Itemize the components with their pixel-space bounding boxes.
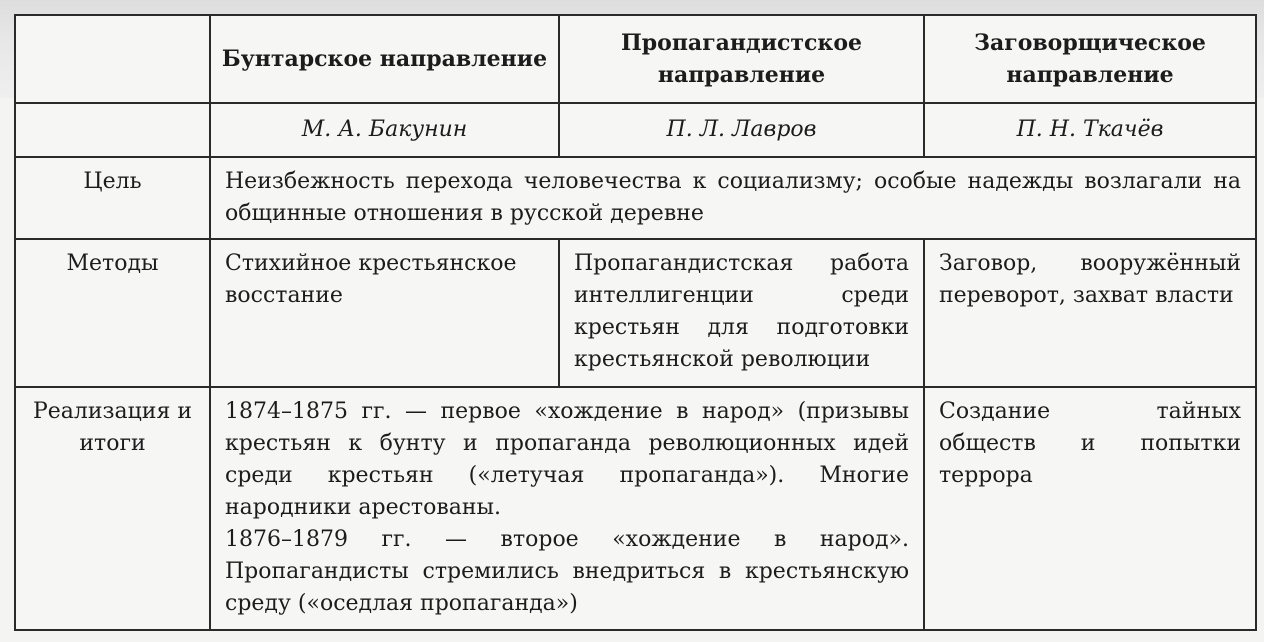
corner-cell [15,15,210,103]
header-row [15,15,1256,103]
leader-propaganda: П. Л. Лавров [559,103,924,157]
header-rebel: Бунтарское направление [210,15,559,103]
methods-conspiracy: Заговор, вооружённый переворот, захват власти [924,239,1256,387]
results-conspiracy: Создание тайных обществ и попытки террора [924,387,1256,630]
methods-propaganda: Пропагандистская работа интеллигенции среди крестьян для подготовки крестьянской революции [559,239,924,387]
results-label: Реализация и итоги [15,387,210,630]
header-conspiracy: Заговорщическое направление [924,15,1256,103]
results-row [15,387,1256,630]
leader-conspiracy: П. Н. Ткачёв [924,103,1256,157]
second-going-to-people-text: 1876–1879 гг. — второе «хождение в народ». Пропагандисты стремились внедриться в крестьянскую среду («оседлая пропаганда») [225,527,909,616]
leaders-row [15,103,1256,157]
goal-label: Цель [15,157,210,239]
methods-row [15,239,1256,387]
goal-row [15,157,1256,239]
methods-rebel: Стихийное крестьянское восстание [210,239,559,387]
populism-directions-table [14,14,1257,631]
methods-label: Методы [15,239,210,387]
leader-rebel: М. А. Бакунин [210,103,559,157]
leaders-corner-cell [15,103,210,157]
first-going-to-people-text: 1874–1875 гг. — первое «хождение в народ» (призывы крестьян к бунту и пропаганда революционных идей среди крестьян («летучая пропаганда»). Многие народники арестованы. [225,399,909,520]
goal-text: Неизбежность перехода человечества к социализму; особые надежды возлагали на общинные отношения в русской деревне [210,157,1256,239]
results-movement-cell [210,387,924,630]
header-propaganda: Пропагандистское направление [559,15,924,103]
